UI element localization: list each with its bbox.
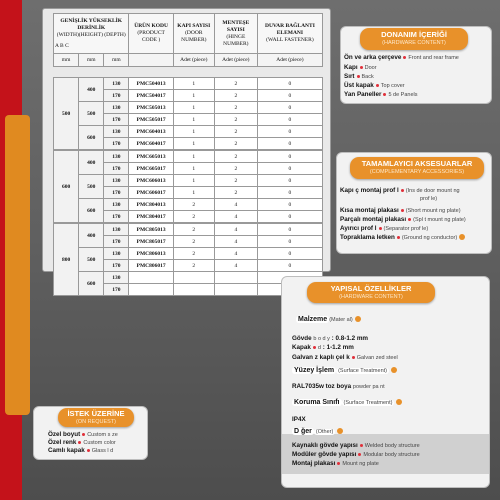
ip-row	[292, 416, 306, 423]
wall-header-en: (WALL FASTENER)	[266, 37, 314, 43]
accessories-title-text: TAMAMLAYICI AKSESUARLAR	[361, 159, 473, 168]
code-cell: PMC606017	[129, 187, 173, 199]
other-item-1	[292, 451, 420, 458]
hinge-count-cell: 2	[214, 90, 257, 102]
bullet-icon	[397, 236, 400, 239]
depth-cell: 170	[104, 138, 129, 150]
table-row	[54, 248, 323, 260]
accessory-item-3	[340, 225, 428, 232]
depth-cell: 170	[104, 211, 129, 223]
hardware-title-text: DONANIM İÇERİĞİ	[381, 30, 447, 39]
depth-cell: 170	[104, 236, 129, 248]
hinge-count-cell: 2	[214, 175, 257, 187]
depth-cell: 130	[104, 224, 129, 236]
table-row	[54, 175, 323, 187]
request-item-2-en: Glass l d	[91, 448, 114, 454]
hardware-item-2	[344, 73, 374, 80]
bullet-icon	[401, 209, 404, 212]
wall-fastener-cell: 0	[257, 236, 322, 248]
table-row	[54, 151, 323, 163]
cover-label-en: d	[317, 345, 321, 351]
depth-cell: 130	[104, 199, 129, 211]
wall-fastener-cell: 0	[257, 78, 322, 90]
galvanized-row	[292, 354, 398, 361]
wall-header	[257, 14, 322, 54]
bullet-icon	[352, 356, 355, 359]
protection-label: Koruma Sınıfı	[294, 399, 340, 406]
hinge-header-tr: MENTEŞE SAYISI	[222, 19, 250, 33]
accessory-item-1-en: (Short mount ng plate)	[405, 208, 461, 214]
code-cell: PMC805017	[129, 236, 173, 248]
other-item-2-tr: Montaj plakası	[292, 460, 336, 467]
code-cell: PMC504013	[129, 78, 173, 90]
hardware-item-0	[344, 54, 459, 61]
depth-cell: 130	[104, 248, 129, 260]
other-row	[292, 428, 343, 435]
hardware-item-3	[344, 82, 405, 89]
accessory-item-4-tr: Topraklama letken	[340, 234, 395, 241]
wall-fastener-cell: 0	[257, 260, 322, 272]
hinge-count-cell: 2	[214, 114, 257, 126]
galvanized-label: Galvan z kaplı çel k	[292, 354, 350, 361]
table-row	[54, 78, 323, 90]
hardware-item-4-en: 5 de Panels	[388, 92, 418, 98]
height-cell: 600	[79, 126, 104, 150]
code-header-tr: ÜRÜN KODU	[134, 23, 168, 29]
code-header	[129, 14, 173, 54]
door-header-en: (DOOR NUMBER)	[181, 30, 207, 43]
hinge-count-cell: 4	[214, 248, 257, 260]
request-item-1-en: Custom color	[83, 440, 116, 446]
wall-fastener-cell: 0	[257, 211, 322, 223]
other-label: D ğer	[294, 428, 312, 435]
code-cell: PMC804017	[129, 211, 173, 223]
bullet-icon	[360, 444, 363, 447]
door-count-cell: 1	[173, 78, 214, 90]
surface-label: Yüzey İşlem	[294, 367, 335, 374]
wall-fastener-cell: 0	[257, 163, 322, 175]
wall-header-tr: DUVAR BAĞLANTI ELEMANI	[264, 23, 315, 36]
accessory-item-0	[340, 187, 460, 194]
hinge-count-cell: 2	[214, 138, 257, 150]
request-item-1-tr: Özel renk	[48, 439, 77, 446]
code-cell: PMC604017	[129, 138, 173, 150]
orange-dot-icon	[391, 367, 397, 373]
request-item-2-tr: Camlı kapak	[48, 447, 85, 454]
depth-cell: 130	[104, 78, 129, 90]
on-request-title-text: İSTEK ÜZERİNE	[67, 409, 125, 418]
door-count-cell	[173, 272, 214, 284]
hinge-count-cell: 2	[214, 151, 257, 163]
bullet-icon	[379, 227, 382, 230]
code-cell: PMC505017	[129, 114, 173, 126]
spec-table-body	[54, 78, 323, 296]
hardware-content-title	[360, 28, 468, 50]
hinge-count-cell: 4	[214, 199, 257, 211]
other-item-0-en: Welded body structure	[364, 443, 420, 449]
dims-header-tr: GENİŞLİK YÜKSEKLİK DERİNLİK	[60, 17, 123, 31]
other-item-0-tr: Kaynaklı gövde yapısı	[292, 442, 358, 449]
wall-fastener-cell: 0	[257, 187, 322, 199]
code-cell: PMC804013	[129, 199, 173, 211]
paint-label-en: powder pa nt	[352, 384, 385, 390]
depth-cell: 130	[104, 175, 129, 187]
request-item-0-en: Custom s ze	[87, 432, 118, 438]
orange-dot-icon	[355, 316, 361, 322]
table-row	[54, 126, 323, 138]
bullet-icon	[337, 462, 340, 465]
body-row	[292, 335, 368, 342]
accessory-item-0-cont	[420, 195, 437, 202]
hardware-item-4	[344, 91, 418, 98]
width-cell: 800	[54, 224, 79, 296]
other-item-1-tr: Modüler gövde yapısı	[292, 451, 357, 458]
surface-label-en: (Surface Treatment)	[338, 368, 387, 374]
accessories-title	[350, 157, 484, 179]
protection-label-en: (Surface Treatment)	[343, 400, 393, 406]
code-cell: PMC606013	[129, 175, 173, 187]
door-count-cell: 1	[173, 114, 214, 126]
structural-subtitle-text: (HARDWARE CONTENT)	[339, 294, 403, 300]
code-cell: PMC504017	[129, 90, 173, 102]
hardware-item-4-tr: Yan Paneller	[344, 91, 382, 98]
depth-cell: 130	[104, 102, 129, 114]
bullet-icon	[357, 75, 360, 78]
door-count-cell: 1	[173, 163, 214, 175]
request-item-2	[48, 447, 113, 454]
bullet-icon	[403, 56, 406, 59]
table-row	[54, 224, 323, 236]
code-cell: PMC806013	[129, 248, 173, 260]
wall-fastener-cell: 0	[257, 199, 322, 211]
code-header-en: (PRODUCT CODE )	[137, 30, 165, 43]
other-label-en: (Other)	[315, 429, 334, 435]
accessory-item-0-en: (Ins de door mount ng	[405, 188, 460, 194]
height-cell: 500	[79, 102, 104, 126]
wall-fastener-cell: 0	[257, 102, 322, 114]
unit-height: mm	[79, 54, 104, 67]
depth-cell: 170	[104, 114, 129, 126]
cover-label: Kapak	[292, 344, 311, 351]
height-cell: 500	[79, 248, 104, 272]
depth-cell: 130	[104, 272, 129, 284]
orange-dot-icon	[459, 234, 465, 240]
accessory-item-0-en2: prof le)	[420, 196, 438, 202]
hinge-count-cell: 2	[214, 126, 257, 138]
spec-table-panel	[42, 8, 331, 293]
height-cell: 400	[79, 78, 104, 102]
height-cell: 600	[79, 272, 104, 296]
ip-value: IP4X	[292, 416, 306, 423]
bullet-icon	[383, 93, 386, 96]
unit-code	[129, 54, 173, 67]
accessory-item-2-en: (Spl t mount ng plate)	[413, 217, 466, 223]
door-count-cell: 2	[173, 224, 214, 236]
hardware-subtitle-text: (HARDWARE CONTENT)	[382, 40, 446, 46]
door-count-cell: 1	[173, 102, 214, 114]
table-row	[54, 199, 323, 211]
accessory-item-2	[340, 216, 466, 223]
door-header	[173, 14, 214, 54]
door-count-cell: 2	[173, 211, 214, 223]
hinge-count-cell: 2	[214, 78, 257, 90]
bullet-icon	[313, 346, 316, 349]
door-count-cell: 2	[173, 260, 214, 272]
door-count-cell: 2	[173, 199, 214, 211]
request-item-0-tr: Özel boyut	[48, 431, 81, 438]
hinge-header-en: (HINGE NUMBER)	[223, 33, 249, 47]
hardware-item-2-tr: Sırt	[344, 73, 355, 80]
hardware-item-3-en: Top cover	[380, 83, 405, 89]
body-label-en: b o d y	[313, 336, 330, 342]
hinge-count-cell	[214, 272, 257, 284]
door-count-cell	[173, 284, 214, 296]
door-count-cell: 1	[173, 138, 214, 150]
wall-fastener-cell: 0	[257, 126, 322, 138]
accessory-item-1-tr: Kısa montaj plakası	[340, 207, 399, 214]
other-item-1-en: Modular body structure	[363, 452, 420, 458]
bullet-icon	[82, 433, 85, 436]
code-cell	[129, 272, 173, 284]
wall-fastener-cell: 0	[257, 114, 322, 126]
other-item-0	[292, 442, 420, 449]
hinge-count-cell: 2	[214, 102, 257, 114]
orange-dot-icon	[337, 428, 343, 434]
hinge-count-cell: 2	[214, 163, 257, 175]
door-count-cell: 1	[173, 90, 214, 102]
wall-fastener-cell: 0	[257, 248, 322, 260]
door-count-cell: 1	[173, 126, 214, 138]
hinge-count-cell: 4	[214, 224, 257, 236]
accessory-item-3-tr: Ayırıcı prof l	[340, 225, 377, 232]
door-count-cell: 1	[173, 187, 214, 199]
accessories-subtitle-text: (COMPLEMENTARY ACCESSORIES)	[369, 169, 465, 175]
wall-fastener-cell: 0	[257, 138, 322, 150]
door-header-tr: KAPI SAYISI	[177, 23, 211, 29]
material-label: Malzeme	[298, 316, 328, 323]
accessory-item-2-tr: Parçalı montaj plakası	[340, 216, 407, 223]
protection-row	[292, 399, 402, 406]
bullet-icon	[78, 441, 81, 444]
depth-cell: 130	[104, 151, 129, 163]
cover-row	[292, 344, 354, 351]
hardware-item-3-tr: Üst kapak	[344, 82, 374, 89]
left-orange-accent	[5, 115, 30, 415]
width-cell: 600	[54, 151, 79, 223]
width-cell: 500	[54, 78, 79, 150]
surface-row	[292, 367, 397, 374]
other-item-2-en: Mount ng plate	[342, 461, 379, 467]
hardware-item-1-tr: Kapı	[344, 64, 358, 71]
depth-cell: 170	[104, 260, 129, 272]
code-cell: PMC604013	[129, 126, 173, 138]
height-cell: 600	[79, 199, 104, 223]
paint-row	[292, 383, 385, 390]
bullet-icon	[358, 453, 361, 456]
depth-cell: 170	[104, 90, 129, 102]
door-count-cell: 1	[173, 151, 214, 163]
hardware-item-0-en: Front and rear frame	[408, 55, 459, 61]
request-item-0	[48, 431, 118, 438]
accessory-item-4	[340, 234, 465, 241]
request-item-1	[48, 439, 116, 446]
spec-table	[53, 13, 323, 296]
code-cell: PMC605013	[129, 151, 173, 163]
table-gap	[54, 67, 323, 78]
wall-fastener-cell: 0	[257, 151, 322, 163]
hardware-item-1-en: Door	[364, 65, 377, 71]
structural-title	[307, 282, 435, 303]
orange-dot-icon	[396, 399, 402, 405]
unit-wall: Adet (piece)	[257, 54, 322, 67]
hinge-count-cell: 4	[214, 236, 257, 248]
hardware-item-2-en: Back	[361, 74, 374, 80]
body-label: Gövde	[292, 335, 312, 342]
bullet-icon	[376, 84, 379, 87]
depth-cell: 170	[104, 163, 129, 175]
galvanized-label-en: Galvan zed steel	[356, 355, 398, 361]
depth-cell: 170	[104, 284, 129, 296]
height-cell: 400	[79, 151, 104, 175]
on-request-subtitle-text: (ON REQUEST)	[75, 419, 117, 425]
code-cell: PMC806017	[129, 260, 173, 272]
accessory-item-0-tr: Kapı ç montaj prof l	[340, 187, 399, 194]
accessory-item-1	[340, 207, 461, 214]
bullet-icon	[87, 449, 90, 452]
accessory-item-4-en: (Ground ng conductor)	[401, 235, 458, 241]
door-count-cell: 2	[173, 248, 214, 260]
hinge-count-cell: 4	[214, 260, 257, 272]
dims-header	[54, 14, 129, 54]
code-cell: PMC805013	[129, 224, 173, 236]
accessory-item-3-en: (Separator prof le)	[383, 226, 429, 232]
height-cell: 400	[79, 224, 104, 248]
door-count-cell: 1	[173, 175, 214, 187]
wall-fastener-cell: 0	[257, 175, 322, 187]
paint-label: RAL7035w toz boya	[292, 383, 352, 390]
hardware-item-0-tr: Ön ve arka çerçeve	[344, 54, 402, 61]
code-cell: PMC605017	[129, 163, 173, 175]
structural-card	[281, 276, 490, 488]
cover-value: : 1-1.2 mm	[322, 344, 354, 351]
hinge-count-cell: 4	[214, 211, 257, 223]
unit-hinge: Adet (piece)	[214, 54, 257, 67]
on-request-title	[58, 408, 134, 427]
height-cell: 500	[79, 175, 104, 199]
unit-door: Adet (piece)	[173, 54, 214, 67]
bullet-icon	[408, 218, 411, 221]
bullet-icon	[401, 189, 404, 192]
body-value: : 0.8-1.2 mm	[331, 335, 369, 342]
code-cell: PMC505013	[129, 102, 173, 114]
hinge-header	[214, 14, 257, 54]
bullet-icon	[360, 66, 363, 69]
depth-cell: 170	[104, 187, 129, 199]
code-cell	[129, 284, 173, 296]
door-count-cell: 2	[173, 236, 214, 248]
hinge-count-cell	[214, 284, 257, 296]
material-label-en: (Mater al)	[329, 317, 353, 323]
wall-fastener-cell: 0	[257, 224, 322, 236]
dims-header-en: (WIDTH)(HEIGHT) (DEPTH)	[56, 31, 126, 38]
other-item-2	[292, 460, 379, 467]
hinge-count-cell: 2	[214, 187, 257, 199]
material-row	[296, 316, 361, 323]
depth-cell: 130	[104, 126, 129, 138]
unit-depth: mm	[104, 54, 129, 67]
unit-width: mm	[54, 54, 79, 67]
hardware-item-1	[344, 64, 377, 71]
wall-fastener-cell: 0	[257, 90, 322, 102]
dims-header-abc: A B C	[55, 42, 69, 49]
structural-title-text: YAPISAL ÖZELLİKLER	[330, 284, 412, 293]
table-row	[54, 102, 323, 114]
